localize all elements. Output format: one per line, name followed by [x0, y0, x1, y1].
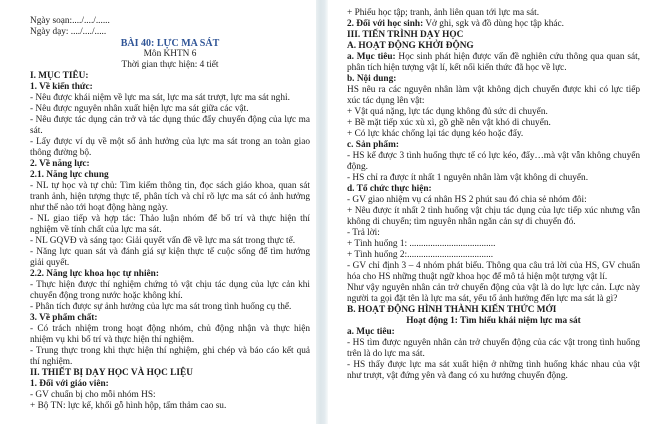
paragraph: - Nêu được nguyên nhân xuất hiện lực ma sát giữa các vật. [30, 104, 249, 114]
subsection-heading: c. Sản phẩm: [347, 140, 399, 150]
subsection-heading: 2.2. Năng lực khoa học tự nhiên: [30, 269, 159, 279]
paragraph: - HS kể được 3 tình huống thực tế có lực kéo, đẩy…mà vật vẫn không chuyển động. [347, 151, 640, 172]
paragraph: + Phiếu học tập; tranh, ảnh liên quan tới lực ma sát. [347, 8, 540, 18]
paragraph: + Nêu được ít nhất 2 tình huống vật chịu tác dụng của lực tiếp xúc nhưng vẫn không di chuyển; tìm nguyên nhân ngăn cản sự di chuyển đó. [347, 206, 640, 227]
paragraph: - Trung thực trong khi thực hiện thí nghiệm, ghi chép và báo cáo kết quả thí nghiệm. [30, 346, 310, 367]
date-prepared-line: Ngày soạn:..../..../...... [30, 16, 110, 26]
section-heading: A. HOẠT ĐỘNG KHỞI ĐỘNG [347, 41, 474, 51]
fill-in-line: + Tình huống 1: ..................................... [347, 239, 496, 249]
subsection-heading: 3. Về phẩm chất: [30, 313, 98, 323]
section-heading: B. HOẠT ĐỘNG HÌNH THÀNH KIẾN THỨC MỚI [347, 305, 557, 315]
paragraph: + Có lực khác chống lại tác dụng kéo hoặc đẩy. [347, 129, 524, 139]
paragraph: - Phân tích được sự ảnh hưởng của lực ma sát trong tình huống cụ thể. [30, 302, 292, 312]
page-left [0, 0, 316, 424]
bold-lead: a. Mục tiêu: [347, 52, 396, 62]
page-gap-divider [316, 0, 328, 424]
paragraph: + Bề mặt tiếp xúc xù xì, gồ ghề nên vật khó di chuyển. [347, 118, 551, 128]
paragraph: - Nêu được khái niệm về lực ma sát, lực ma sát trượt, lực ma sát nghỉ. [30, 93, 290, 103]
section-heading: III. TIẾN TRÌNH DẠY HỌC [347, 30, 464, 40]
page-right [328, 0, 650, 424]
subsection-heading: 2.1. Năng lực chung [30, 170, 109, 180]
paragraph: - Nêu được tác dụng cản trở và tác dụng thúc đẩy chuyển động của lực ma sát. [30, 115, 310, 136]
subsection-heading: b. Nội dung: [347, 74, 397, 84]
paragraph: - Năng lực quan sát và đánh giá sự kiện thực tế cuộc sống để tìm hướng giải quyết. [30, 247, 310, 268]
paragraph: + Vật quá nặng, lực tác dụng không đủ sức di chuyển. [347, 107, 548, 117]
paragraph: - HS tìm được nguyên nhân cản trở chuyển động của các vật trong tình huống trên là do lực ma sát. [347, 338, 640, 359]
paragraph: - GV chuẩn bị cho mỗi nhóm HS: [30, 390, 156, 400]
paragraph: - GV chỉ định 3 – 4 nhóm phát biểu. Thông qua câu trả lời của HS, GV chuẩn hóa cho HS những thuật ngữ khoa học để mô tả hiện một tượng vật lí. [347, 261, 640, 282]
paragraph: a. Mục tiêu: Học sinh phát hiện được vấn đề nghiên cứu thông qua quan sát, phân tích hiện tượng vật lí, kết nối kiến thức đã học về lực. [347, 52, 640, 73]
paragraph: - Có trách nhiệm trong hoạt động nhóm, chủ động nhận và thực hiện nhiệm vụ khi bố trí và thực hiện thí nghiệm. [30, 324, 310, 345]
lesson-title: BÀI 40: LỰC MA SÁT [120, 38, 220, 49]
section-heading: I. MỤC TIÊU: [30, 71, 89, 81]
paragraph: - Thực hiện được thí nghiệm chứng tỏ vật chịu tác dụng của lực cản khi chuyển động trong nước hoặc không khí. [30, 280, 310, 301]
duration-line: Thời gian thực hiện: 4 tiết [121, 60, 219, 70]
subsection-heading: 2. Về năng lực: [30, 159, 90, 169]
paragraph: 2. Đối với học sinh: Vở ghi, sgk và đồ dùng học tập khác. [347, 19, 565, 29]
subsection-heading: a. Mục tiêu: [347, 327, 395, 337]
paragraph: - GV giao nhiệm vụ cá nhân HS 2 phút sau đó chia sẻ nhóm đôi: [347, 195, 587, 205]
subsection-heading: d. Tổ chức thực hiện: [347, 184, 432, 194]
date-taught-line: Ngày dạy: ..../..../..... [30, 27, 107, 37]
paragraph: + Bộ TN: lực kế, khối gỗ hình hộp, tấm thảm cao su. [30, 401, 227, 411]
subsection-heading: 1. Về kiến thức: [30, 82, 93, 92]
paragraph: - Lấy được ví dụ về một số ảnh hưởng của lực ma sát trong an toàn giao thông đường bộ. [30, 137, 310, 158]
subsection-heading: 1. Đối với giáo viên: [30, 379, 109, 389]
bold-lead: 2. Đối với học sinh: [347, 19, 424, 29]
paragraph: HS nêu ra các nguyên nhân làm vật không dịch chuyển được khi có lực tiếp xúc tác dụng lên vật: [347, 85, 640, 106]
paragraph: - NL GQVĐ và sáng tạo: Giải quyết vấn đề về lực ma sát trong thực tế. [30, 236, 296, 246]
paragraph: - NL tự học và tự chủ: Tìm kiếm thông tin, đọc sách giáo khoa, quan sát tranh ảnh, hiện tượng thực tế, phân tích và chỉ rõ lực ma sát có ảnh hưởng như thế nào tới hoạt động hàng ngày. [30, 181, 310, 213]
paragraph: Như vậy nguyên nhân cản trở chuyển động của vật là do lực lực cản. Lực này người ta gọi đặt tên là lực ma sát, yếu tố ảnh hưởng đến lực ma sát là gì? [347, 283, 640, 304]
fill-in-line: + Tình huống 2:..................................... [347, 250, 494, 260]
subject-line: Môn KHTN 6 [143, 49, 197, 59]
section-heading: II. THIẾT BỊ DẠY HỌC VÀ HỌC LIỆU [30, 368, 193, 378]
paragraph: - HS thấy được lực ma sát xuất hiện ở những tình huống khác nhau của vật như trượt, vật đứng yên và đang có xu hướng chuyển động. [347, 360, 640, 381]
paragraph: - Trả lời: [347, 228, 380, 238]
activity-heading: Hoạt động 1: Tìm hiểu khái niệm lực ma sát [406, 316, 581, 326]
paragraph: - HS chỉ ra được ít nhất 1 nguyên nhân làm vật không di chuyển. [347, 173, 589, 183]
paragraph: - NL giao tiếp và hợp tác: Thảo luận nhóm để bố trí và thực hiện thí nghiệm về tính chất của lực ma sát. [30, 214, 310, 235]
